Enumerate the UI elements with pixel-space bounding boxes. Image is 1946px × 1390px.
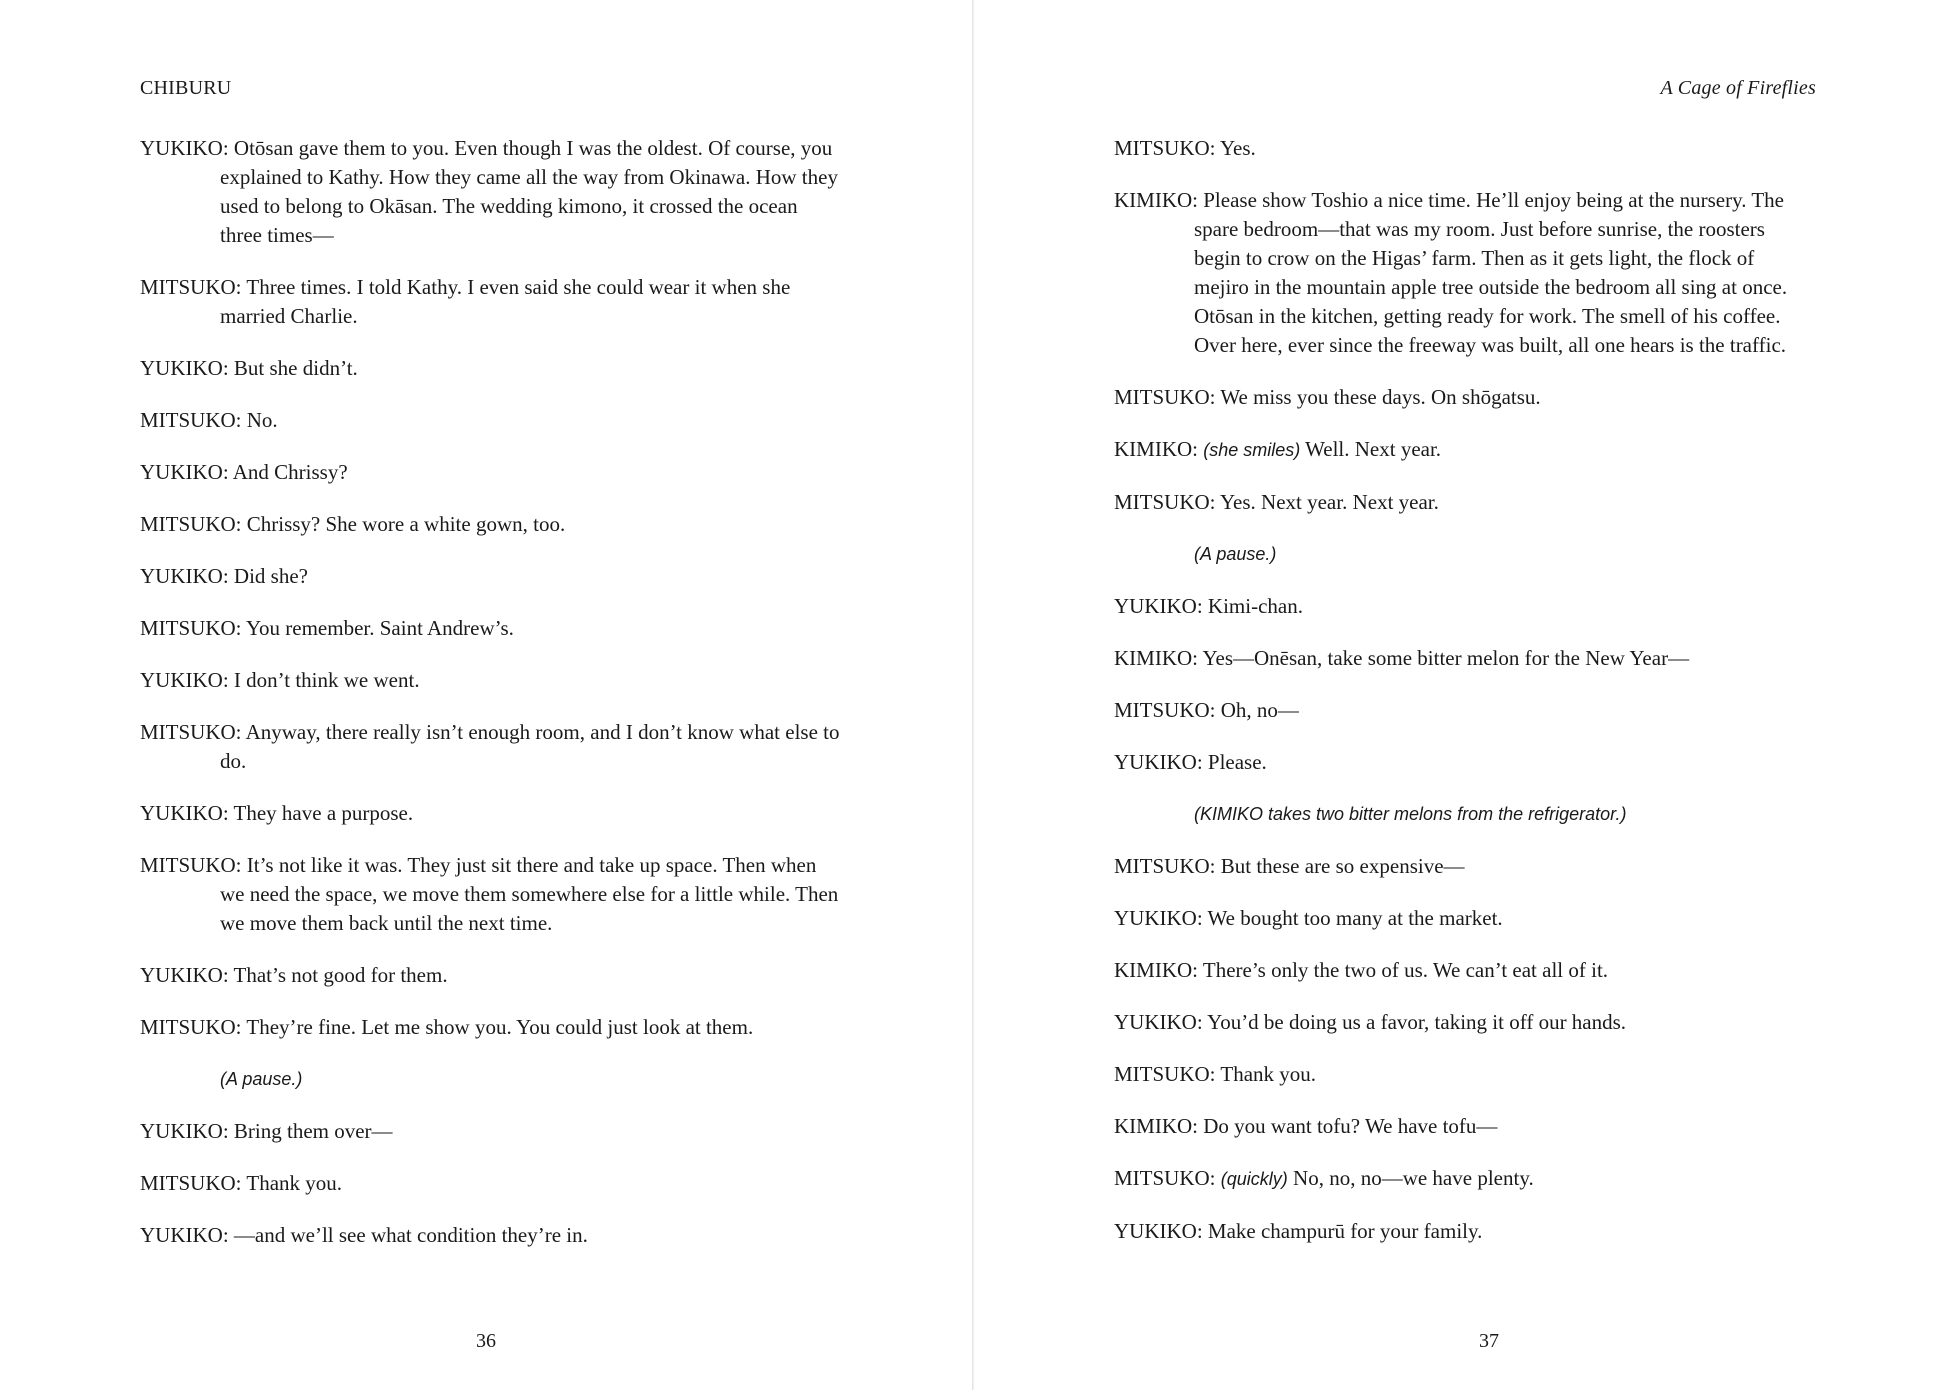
right-page: [974, 0, 1946, 1390]
dialogue-line: YUKIKO: And Chrissy?: [140, 460, 348, 484]
page-number: 37: [1479, 1330, 1499, 1352]
dialogue-line: MITSUKO: Thank you.: [1114, 1062, 1317, 1086]
dialogue-line: MITSUKO: Three times. I told Kathy. I even said she could wear it when she married Charlie.: [140, 275, 791, 328]
page-number: 36: [476, 1330, 496, 1352]
dialogue-line: MITSUKO: Yes.: [1114, 136, 1256, 160]
dialogue-line: KIMIKO: Please show Toshio a nice time. He’ll enjoy being at the nursery. The spare bedroom—that was my room. Just before sunrise, the roosters begin to crow on the Higas’ farm. Then as it gets light, the flock of mejiro in the mountain apple tree outside the bedroom all sing at once. Otōsan in the kitchen, getting ready for work. The smell of his coffee. Over here, ever since the freeway was built, all one hears is the traffic.: [1114, 188, 1788, 357]
dialogue-line: YUKIKO: But she didn’t.: [140, 356, 358, 380]
dialogue-line: MITSUKO: Oh, no—: [1114, 698, 1299, 722]
stage-direction: (A pause.): [220, 1069, 303, 1089]
dialogue-line: MITSUKO: They’re fine. Let me show you. You could just look at them.: [140, 1015, 754, 1039]
dialogue-line: MITSUKO: It’s not like it was. They just sit there and take up space. Then when we need the space, we move them somewhere else for a little while. Then we move them back until the next time.: [140, 853, 839, 935]
dialogue-line: YUKIKO: Kimi-chan.: [1114, 594, 1303, 618]
line-text: Well. Next year.: [1300, 437, 1442, 461]
stage-direction: (A pause.): [1194, 544, 1277, 564]
dialogue-line: YUKIKO: I don’t think we went.: [140, 668, 420, 692]
stage-direction: (KIMIKO takes two bitter melons from the refrigerator.): [1194, 804, 1627, 824]
dialogue-line: YUKIKO: Bring them over—: [140, 1119, 393, 1143]
dialogue-line: MITSUKO: Yes. Next year. Next year.: [1114, 490, 1439, 514]
dialogue-line-with-direction: [1114, 435, 1814, 465]
speaker: MITSUKO:: [1114, 1166, 1221, 1190]
dialogue-line-with-direction: [1114, 1164, 1814, 1194]
dialogue-line: YUKIKO: Please.: [1114, 750, 1267, 774]
dialogue-line: YUKIKO: You’d be doing us a favor, taking it off our hands.: [1114, 1010, 1627, 1034]
dialogue-line: YUKIKO: —and we’ll see what condition they’re in.: [140, 1223, 588, 1247]
left-page-body: [140, 134, 840, 1273]
running-head-title: A Cage of Fireflies: [1660, 77, 1816, 99]
running-head-author: CHIBURU: [140, 77, 232, 99]
dialogue-line: MITSUKO: We miss you these days. On shōgatsu.: [1114, 385, 1541, 409]
dialogue-line: KIMIKO: Yes—Onēsan, take some bitter melon for the New Year—: [1114, 646, 1690, 670]
dialogue-line: MITSUKO: Thank you.: [140, 1171, 343, 1195]
left-page: [0, 0, 972, 1390]
inline-direction: (quickly): [1220, 1169, 1288, 1189]
dialogue-line: MITSUKO: No.: [140, 408, 278, 432]
dialogue-line: MITSUKO: Chrissy? She wore a white gown, too.: [140, 512, 566, 536]
dialogue-line: MITSUKO: You remember. Saint Andrew’s.: [140, 616, 514, 640]
dialogue-line: YUKIKO: They have a purpose.: [140, 801, 414, 825]
dialogue-line: YUKIKO: Otōsan gave them to you. Even though I was the oldest. Of course, you explained to Kathy. How they came all the way from Okinawa. How they used to belong to Okāsan. The wedding kimono, it crossed the ocean three times—: [140, 136, 838, 247]
dialogue-line: MITSUKO: Anyway, there really isn’t enough room, and I don’t know what else to do.: [140, 720, 840, 773]
dialogue-line: KIMIKO: There’s only the two of us. We can’t eat all of it.: [1114, 958, 1609, 982]
dialogue-line: YUKIKO: That’s not good for them.: [140, 963, 448, 987]
dialogue-line: YUKIKO: Make champurū for your family.: [1114, 1219, 1483, 1243]
line-text: No, no, no—we have plenty.: [1287, 1166, 1534, 1190]
dialogue-line: YUKIKO: We bought too many at the market.: [1114, 906, 1503, 930]
right-page-body: [1114, 134, 1814, 1269]
inline-direction: (she smiles): [1203, 440, 1301, 460]
dialogue-line: MITSUKO: But these are so expensive—: [1114, 854, 1465, 878]
dialogue-line: KIMIKO: Do you want tofu? We have tofu—: [1114, 1114, 1498, 1138]
dialogue-line: YUKIKO: Did she?: [140, 564, 308, 588]
speaker: KIMIKO:: [1114, 437, 1204, 461]
